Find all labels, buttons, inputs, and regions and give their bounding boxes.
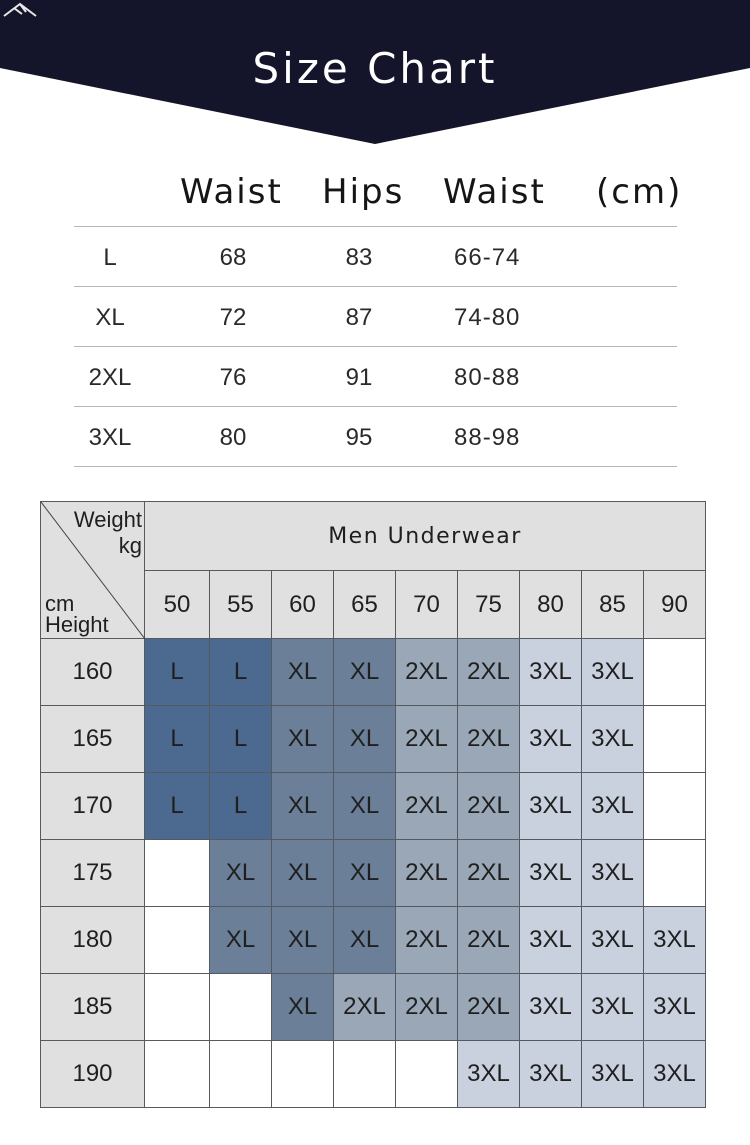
empty-cell: [644, 639, 706, 706]
size-cell: 2XL: [334, 974, 396, 1041]
size-grid-row: [41, 1041, 706, 1108]
size-grid-row: [41, 907, 706, 974]
height-axis-label: [45, 593, 109, 635]
size-grid-row: [41, 639, 706, 706]
hips-value: 87: [345, 304, 373, 331]
waist-range-value: 66-74: [454, 244, 521, 271]
size-cell: 2XL: [458, 706, 520, 773]
waist-value: 68: [219, 244, 247, 271]
measurement-row: [74, 347, 677, 407]
size-cell: 2XL: [396, 639, 458, 706]
measurement-row: [74, 407, 677, 467]
hips-value: 95: [345, 424, 373, 451]
empty-cell: [145, 1041, 210, 1108]
header-waist: Waist: [180, 172, 283, 212]
size-cell: L: [145, 773, 210, 840]
waist-range-value: 74-80: [454, 304, 521, 331]
empty-cell: [145, 907, 210, 974]
size-cell: XL: [272, 706, 334, 773]
size-cell: XL: [334, 706, 396, 773]
height-header-cell: 170: [41, 773, 145, 840]
weight-header-cell: 70: [396, 571, 458, 639]
size-cell: 3XL: [644, 1041, 706, 1108]
hanger-icon: [0, 0, 40, 18]
weight-header-cell: 80: [520, 571, 582, 639]
empty-cell: [644, 840, 706, 907]
size-cell: 3XL: [520, 639, 582, 706]
waist-range-value: 88-98: [454, 424, 521, 451]
size-cell: 2XL: [396, 773, 458, 840]
waist-value: 80: [219, 424, 247, 451]
size-cell: XL: [272, 907, 334, 974]
size-cell: XL: [272, 639, 334, 706]
hips-value: 91: [345, 364, 373, 391]
waist-range-value: 80-88: [454, 364, 521, 391]
grid-corner-header: [41, 502, 145, 639]
size-cell: 2XL: [396, 706, 458, 773]
size-grid-row: [41, 706, 706, 773]
size-grid: [40, 501, 706, 1108]
size-label: 3XL: [88, 424, 132, 451]
size-cell: XL: [210, 840, 272, 907]
empty-cell: [210, 974, 272, 1041]
header-unit: (cm): [596, 172, 683, 212]
size-cell: 3XL: [458, 1041, 520, 1108]
empty-cell: [396, 1041, 458, 1108]
size-cell: L: [210, 639, 272, 706]
weight-axis-label: [58, 507, 142, 559]
hips-value: 83: [345, 244, 373, 271]
size-cell: 3XL: [582, 1041, 644, 1108]
size-cell: 3XL: [644, 907, 706, 974]
height-header-cell: 175: [41, 840, 145, 907]
size-cell: 2XL: [458, 907, 520, 974]
waist-value: 76: [219, 364, 247, 391]
size-cell: 3XL: [644, 974, 706, 1041]
page-title: Size Chart: [252, 44, 498, 93]
size-cell: 2XL: [396, 974, 458, 1041]
size-cell: 3XL: [582, 706, 644, 773]
size-cell: 3XL: [520, 1041, 582, 1108]
measurement-header-row: [74, 160, 683, 227]
size-grid-row: [41, 840, 706, 907]
header-hips: Hips: [322, 172, 405, 212]
size-cell: L: [210, 773, 272, 840]
size-cell: XL: [334, 773, 396, 840]
empty-cell: [644, 706, 706, 773]
grid-title: Men Underwear: [145, 502, 706, 571]
size-cell: 2XL: [458, 840, 520, 907]
size-cell: XL: [334, 907, 396, 974]
empty-cell: [210, 1041, 272, 1108]
size-cell: 3XL: [520, 706, 582, 773]
size-cell: 3XL: [582, 840, 644, 907]
size-cell: XL: [272, 840, 334, 907]
height-header-cell: 185: [41, 974, 145, 1041]
weight-header-cell: 60: [272, 571, 334, 639]
measurement-row: [74, 287, 677, 347]
empty-cell: [145, 840, 210, 907]
header-banner: [0, 0, 750, 150]
size-cell: L: [145, 706, 210, 773]
size-cell: 2XL: [458, 639, 520, 706]
size-cell: 2XL: [396, 840, 458, 907]
weight-label: Weight: [73, 507, 142, 532]
height-unit: cm: [45, 591, 75, 616]
size-cell: L: [145, 639, 210, 706]
measurement-table: [74, 160, 683, 467]
height-header-cell: 180: [41, 907, 145, 974]
size-cell: XL: [272, 773, 334, 840]
empty-cell: [145, 974, 210, 1041]
size-cell: 3XL: [582, 974, 644, 1041]
empty-cell: [644, 773, 706, 840]
size-cell: 3XL: [582, 773, 644, 840]
measurement-row: [74, 227, 677, 287]
weight-unit: kg: [118, 533, 142, 558]
height-header-cell: 190: [41, 1041, 145, 1108]
height-header-cell: 165: [41, 706, 145, 773]
weight-header-cell: 75: [458, 571, 520, 639]
size-cell: 3XL: [582, 639, 644, 706]
empty-cell: [272, 1041, 334, 1108]
size-cell: XL: [334, 840, 396, 907]
height-header-cell: 160: [41, 639, 145, 706]
size-cell: XL: [210, 907, 272, 974]
size-cell: 3XL: [520, 840, 582, 907]
size-cell: 2XL: [458, 773, 520, 840]
size-cell: XL: [272, 974, 334, 1041]
empty-cell: [334, 1041, 396, 1108]
size-cell: L: [210, 706, 272, 773]
weight-header-cell: 85: [582, 571, 644, 639]
header-waist-range: Waist: [443, 172, 546, 212]
weight-header-cell: 55: [210, 571, 272, 639]
size-label: XL: [95, 304, 125, 331]
weight-header-cell: 50: [145, 571, 210, 639]
weight-header-cell: 65: [334, 571, 396, 639]
size-grid-row: [41, 773, 706, 840]
size-grid-row: [41, 974, 706, 1041]
size-cell: 2XL: [458, 974, 520, 1041]
height-label: Height: [45, 612, 109, 637]
size-cell: 3XL: [520, 974, 582, 1041]
size-label: 2XL: [88, 364, 132, 391]
size-cell: 3XL: [520, 773, 582, 840]
size-cell: 2XL: [396, 907, 458, 974]
size-label: L: [103, 244, 117, 271]
weight-header-cell: 90: [644, 571, 706, 639]
size-cell: 3XL: [582, 907, 644, 974]
waist-value: 72: [219, 304, 247, 331]
size-cell: XL: [334, 639, 396, 706]
size-cell: 3XL: [520, 907, 582, 974]
